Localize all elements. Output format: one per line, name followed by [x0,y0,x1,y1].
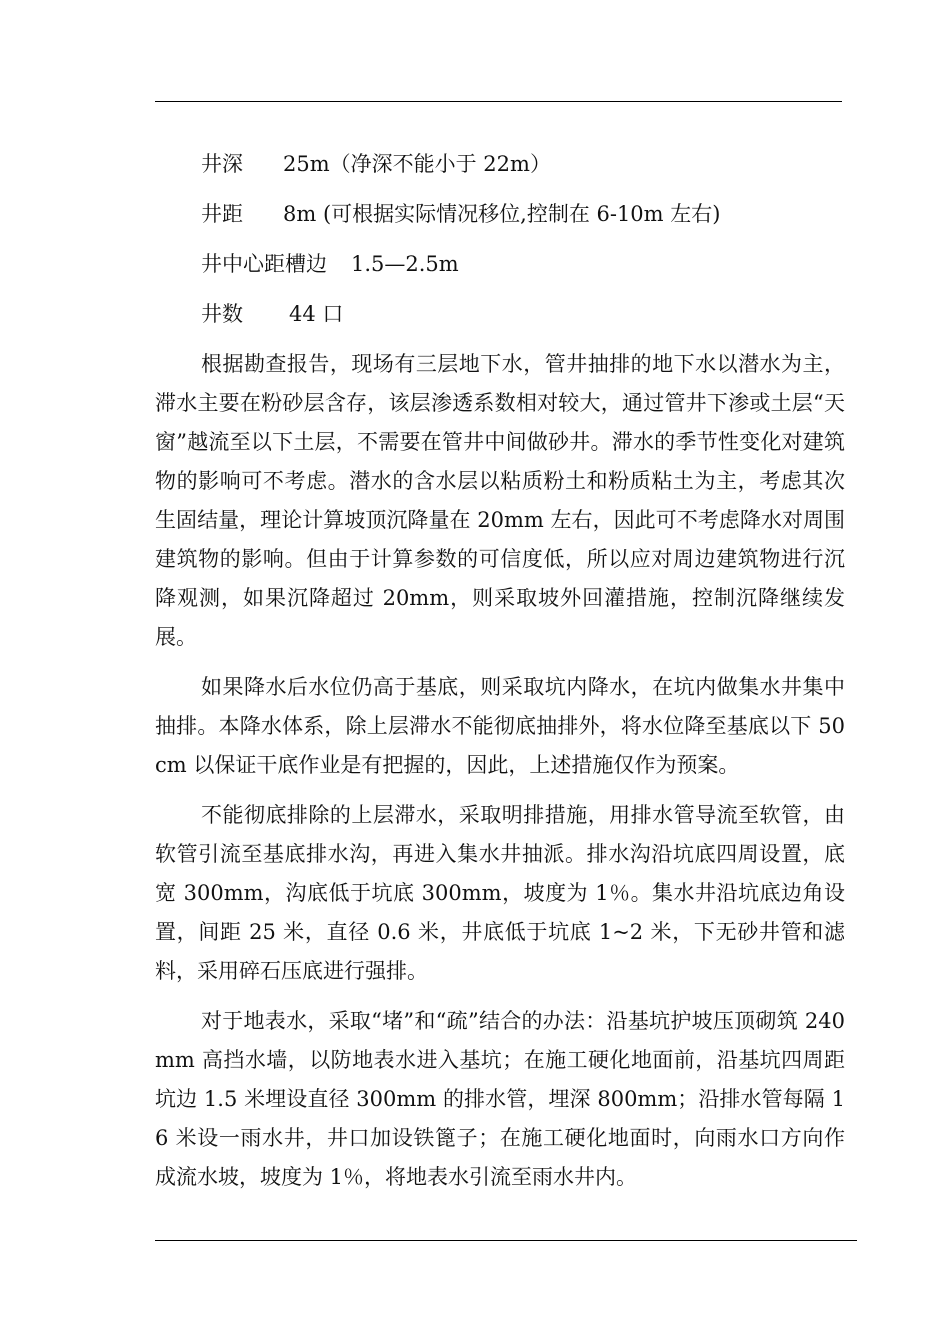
spec-row-well-count [155,295,845,345]
paragraph-groundwater: 根据勘查报告，现场有三层地下水，管井抽排的地下水以潜水为主，滞水主要在粉砂层含存，该层渗透系数相对较大，通过管井下渗或土层“天窗”越流至以下土层，不需要在管井中间做砂井。滞水的季节性变化对建筑物的影响可不考虑。潜水的含水层以粘质粉土和粉质粘土为主，考虑其次生固结量，理论计算坡顶沉降量在 20mm 左右，因此可不考虑降水对周围建筑物的影响。但由于计算参数的可信度低，所以应对周边建筑物进行沉降观测，如果沉降超过 20mm，则采取坡外回灌措施，控制沉降继续发展。 [155,352,845,649]
paragraph-perched-water: 不能彻底排除的上层滞水，采取明排措施，用排水管导流至软管，由软管引流至基底排水沟，再进入集水井抽派。排水沟沿坑底四周设置，底宽 300mm，沟底低于坑底 300mm，坡度为 1％。集水井沿坑底边角设置，间距 25 米，直径 0.6 米，井底低于坑底 1~2 米，下无砂井管和滤料，采用碎石压底进行强排。 [155,803,845,983]
footer-rule [155,1240,857,1241]
spec-value: 1.5—2.5m [351,252,459,276]
spec-label: 井距 [201,202,243,226]
spec-value: 8m (可根据实际情况移位,控制在 6-10m 左右) [283,202,721,226]
spec-value: 44 口 [289,302,344,326]
spec-row-well-depth [155,145,845,195]
spec-row-center-distance [155,245,845,295]
spec-label: 井数 [201,302,243,326]
header-rule [155,101,842,102]
paragraph-pit-dewatering: 如果降水后水位仍高于基底，则采取坑内降水，在坑内做集水井集中抽排。本降水体系，除上层滞水不能彻底抽排外，将水位降至基底以下 50cm 以保证干底作业是有把握的，因此，上述措施仅作为预案。 [155,675,845,777]
spec-row-well-spacing [155,195,845,245]
spec-label: 井中心距槽边 [201,252,327,276]
body-text [155,145,845,1208]
spec-value: 25m（净深不能小于 22m） [283,152,551,176]
paragraph-surface-water: 对于地表水，采取“堵”和“疏”结合的办法：沿基坑护坡压顶砌筑 240mm 高挡水墙，以防地表水进入基坑；在施工硬化地面前，沿基坑四周距坑边 1.5 米埋设直径 300mm 的排水管，埋深 800mm；沿排水管每隔 16 米设一雨水井，井口加设铁篦子；在施工硬化地面时，向雨水口方向作成流水坡，坡度为 1％，将地表水引流至雨水井内。 [155,1009,845,1189]
spec-label: 井深 [201,152,243,176]
